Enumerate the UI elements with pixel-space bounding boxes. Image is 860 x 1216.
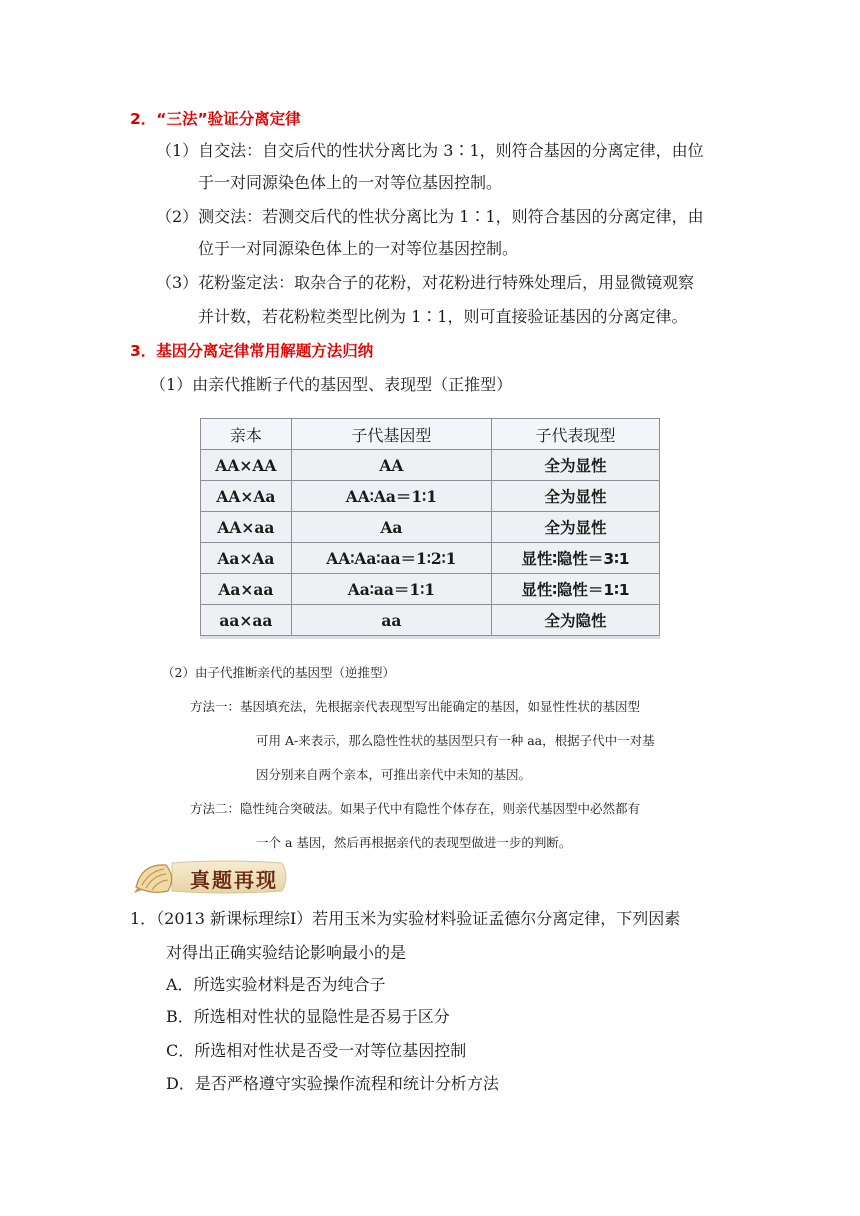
option-d: D．是否严格遵守实验操作流程和统计分析方法 bbox=[166, 1074, 499, 1093]
method-selfing-line1: （1）自交法：自交后代的性状分离比为 3∶1，则符合基因的分离定律，由位 bbox=[156, 141, 704, 160]
method-two-line2: 一个 a 基因，然后再根据亲代的表现型做进一步的判断。 bbox=[256, 835, 572, 850]
cell-phenotype: 全为显性 bbox=[491, 481, 659, 512]
method-pollen-line1: （3）花粉鉴定法：取杂合子的花粉，对花粉进行特殊处理后，用显微镜观察 bbox=[156, 273, 695, 292]
cell-genotype: aa bbox=[291, 605, 491, 636]
method-selfing-line2: 于一对同源染色体上的一对等位基因控制。 bbox=[198, 173, 503, 192]
table-row bbox=[201, 605, 660, 636]
cell-phenotype: 全为显性 bbox=[491, 512, 659, 543]
table-row bbox=[201, 543, 660, 574]
cell-phenotype: 显性∶隐性＝3∶1 bbox=[491, 543, 659, 574]
method-testcross-line2: 位于一对同源染色体上的一对等位基因控制。 bbox=[198, 239, 519, 258]
cell-genotype: Aa bbox=[291, 512, 491, 543]
option-a: A．所选实验材料是否为纯合子 bbox=[166, 975, 386, 994]
option-c: C．所选相对性状是否受一对等位基因控制 bbox=[166, 1041, 467, 1060]
cell-phenotype: 全为隐性 bbox=[491, 605, 659, 636]
table-row bbox=[201, 481, 660, 512]
header-parents: 亲本 bbox=[201, 419, 292, 450]
banner-title: 真题再现 bbox=[190, 868, 278, 892]
cell-parents: aa×aa bbox=[201, 605, 292, 636]
method-one-line3: 因分别来自两个亲本，可推出亲代中未知的基因。 bbox=[256, 767, 532, 782]
cell-parents: AA×AA bbox=[201, 450, 292, 481]
real-exam-banner bbox=[132, 857, 294, 897]
genotype-phenotype-table bbox=[200, 418, 660, 636]
backward-inference-heading: （2）由子代推断亲代的基因型（逆推型） bbox=[162, 665, 395, 680]
question-stem-line2: 对得出正确实验结论影响最小的是 bbox=[166, 943, 407, 962]
table-header-row bbox=[201, 419, 660, 450]
method-one-line2: 可用 A-来表示，那么隐性性状的基因型只有一种 aa，根据子代中一对基 bbox=[256, 733, 655, 748]
method-pollen-line2: 并计数，若花粉粒类型比例为 1∶1，则可直接验证基因的分离定律。 bbox=[198, 307, 688, 326]
section-3-title: 3．基因分离定律常用解题方法归纳 bbox=[130, 342, 374, 360]
cell-parents: AA×Aa bbox=[201, 481, 292, 512]
section-2-title: 2．“三法”验证分离定律 bbox=[130, 110, 301, 128]
cell-genotype: AA bbox=[291, 450, 491, 481]
cell-genotype: AA∶Aa＝1∶1 bbox=[291, 481, 491, 512]
cell-parents: AA×aa bbox=[201, 512, 292, 543]
method-two-line1: 方法二：隐性纯合突破法。如果子代中有隐性个体存在，则亲代基因型中必然都有 bbox=[190, 801, 641, 816]
cell-phenotype: 显性∶隐性＝1∶1 bbox=[491, 574, 659, 605]
cell-genotype: AA∶Aa∶aa＝1∶2∶1 bbox=[291, 543, 491, 574]
method-testcross-line1: （2）测交法：若测交后代的性状分离比为 1∶1，则符合基因的分离定律，由 bbox=[156, 207, 704, 226]
cell-parents: Aa×Aa bbox=[201, 543, 292, 574]
table-row bbox=[201, 450, 660, 481]
question-stem-line1: 1．（2013 新课标理综Ⅰ）若用玉米为实验材料验证孟德尔分离定律，下列因素 bbox=[130, 909, 681, 928]
cell-phenotype: 全为显性 bbox=[491, 450, 659, 481]
header-offspring-genotype: 子代基因型 bbox=[291, 419, 491, 450]
seashell-icon bbox=[134, 865, 172, 893]
forward-inference-heading: （1）由亲代推断子代的基因型、表现型（正推型） bbox=[150, 375, 513, 394]
header-offspring-phenotype: 子代表现型 bbox=[491, 419, 659, 450]
method-one-line1: 方法一：基因填充法，先根据亲代表现型写出能确定的基因，如显性性状的基因型 bbox=[190, 699, 641, 714]
option-b: B．所选相对性状的显隐性是否易于区分 bbox=[166, 1007, 450, 1026]
cell-parents: Aa×aa bbox=[201, 574, 292, 605]
cell-genotype: Aa∶aa＝1∶1 bbox=[291, 574, 491, 605]
table-row bbox=[201, 574, 660, 605]
table-row bbox=[201, 512, 660, 543]
